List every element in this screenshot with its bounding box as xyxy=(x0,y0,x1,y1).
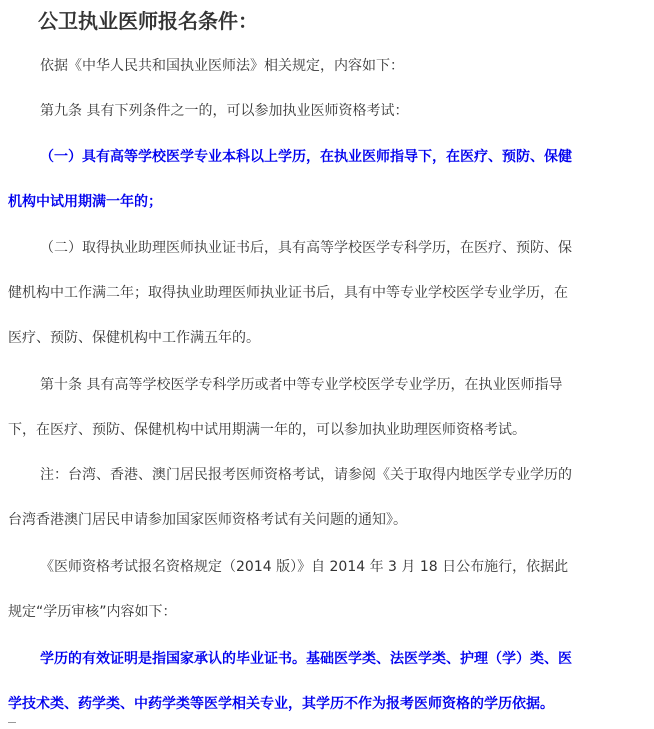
paragraph-line: 学历的有效证明是指国家承认的毕业证书。基础医学类、法医学类、护理（学）类、医 xyxy=(40,651,572,667)
paragraph-condition-2 xyxy=(8,226,628,361)
paragraph-line: 注：台湾、香港、澳门居民报考医师资格考试，请参阅《关于取得内地医学专业学历的 xyxy=(40,467,572,483)
paragraph-line: 规定“学历审核”内容如下： xyxy=(8,604,177,620)
paragraph-line: 依据《中华人民共和国执业医师法》相关规定，内容如下： xyxy=(40,58,404,74)
paragraph-line: 医疗、预防、保健机构中工作满五年的。 xyxy=(8,330,260,346)
paragraph-education-proof xyxy=(8,637,628,727)
paragraph-line: 机构中试用期满一年的； xyxy=(8,194,162,210)
paragraph-line: 学技术类、药学类、中药学类等医学相关专业，其学历不作为报考医师资格的学历依据。 xyxy=(8,696,554,712)
paragraph-article-10 xyxy=(8,363,628,453)
page-title: 公卫执业医师报名条件： xyxy=(38,9,258,33)
paragraph-line: 下，在医疗、预防、保健机构中试用期满一年的，可以参加执业助理医师资格考试。 xyxy=(8,422,526,438)
paragraph-regulation-2014 xyxy=(8,545,628,635)
paragraph-condition-1 xyxy=(8,135,628,225)
divider xyxy=(8,722,16,723)
paragraph-line: 健机构中工作满二年；取得执业助理医师执业证书后，具有中等专业学校医学专业学历，在 xyxy=(8,285,568,301)
paragraph-line: （二）取得执业助理医师执业证书后，具有高等学校医学专科学历，在医疗、预防、保 xyxy=(40,240,572,256)
paragraph-line: 《医师资格考试报名资格规定（2014 版）》自 2014 年 3 月 18 日公布施行，依据此 xyxy=(40,559,569,575)
paragraph-article-9 xyxy=(8,89,628,134)
paragraph-line: 第九条 具有下列条件之一的，可以参加执业医师资格考试： xyxy=(40,103,409,119)
paragraph-law-basis xyxy=(8,44,628,89)
paragraph-note xyxy=(8,453,628,543)
paragraph-line: 第十条 具有高等学校医学专科学历或者中等专业学校医学专业学历，在执业医师指导 xyxy=(40,377,563,393)
paragraph-line: 台湾香港澳门居民申请参加国家医师资格考试有关问题的通知》。 xyxy=(8,512,407,528)
paragraph-line: （一）具有高等学校医学专业本科以上学历，在执业医师指导下，在医疗、预防、保健 xyxy=(40,149,572,165)
